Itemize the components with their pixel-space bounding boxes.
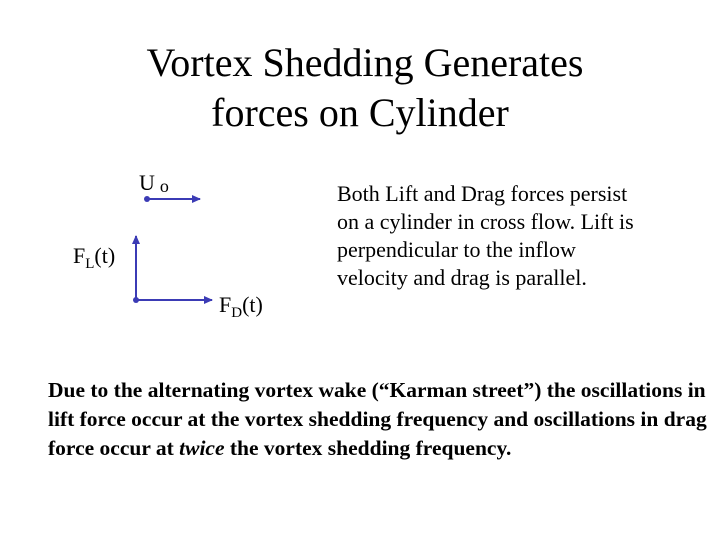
lift-force-symbol: F: [73, 243, 86, 268]
shedding-frequency-note: [48, 376, 708, 463]
flow-velocity-subscript: o: [159, 176, 169, 196]
drag-force-symbol: F: [219, 292, 232, 317]
lift-force-subscript: L: [85, 256, 95, 272]
flow-velocity-label: [139, 170, 169, 197]
flow-velocity-symbol: U: [139, 170, 155, 195]
title-line-2: forces on Cylinder: [211, 90, 509, 135]
note-part-1: Due to the alternating vortex wake (“Karman street”) the oscillations in lift force occur at the vortex shedding frequency and oscillations in drag force occur at: [48, 378, 707, 460]
note-part-2: the vortex shedding frequency.: [224, 436, 512, 460]
force-origin-dot: [133, 297, 139, 303]
lift-force-suffix: (t): [94, 243, 116, 268]
drag-force-suffix: (t): [242, 292, 263, 317]
lift-force-label: [73, 243, 115, 277]
drag-force-label: [219, 292, 263, 326]
note-emphasis: twice: [179, 436, 225, 460]
lift-drag-description: Both Lift and Drag forces persist on a cylinder in cross flow. Lift is perpendicular to the inflow velocity and drag is parallel.: [337, 181, 634, 290]
title-line-1: Vortex Shedding Generates: [146, 40, 584, 85]
drag-force-subscript: D: [231, 305, 243, 321]
